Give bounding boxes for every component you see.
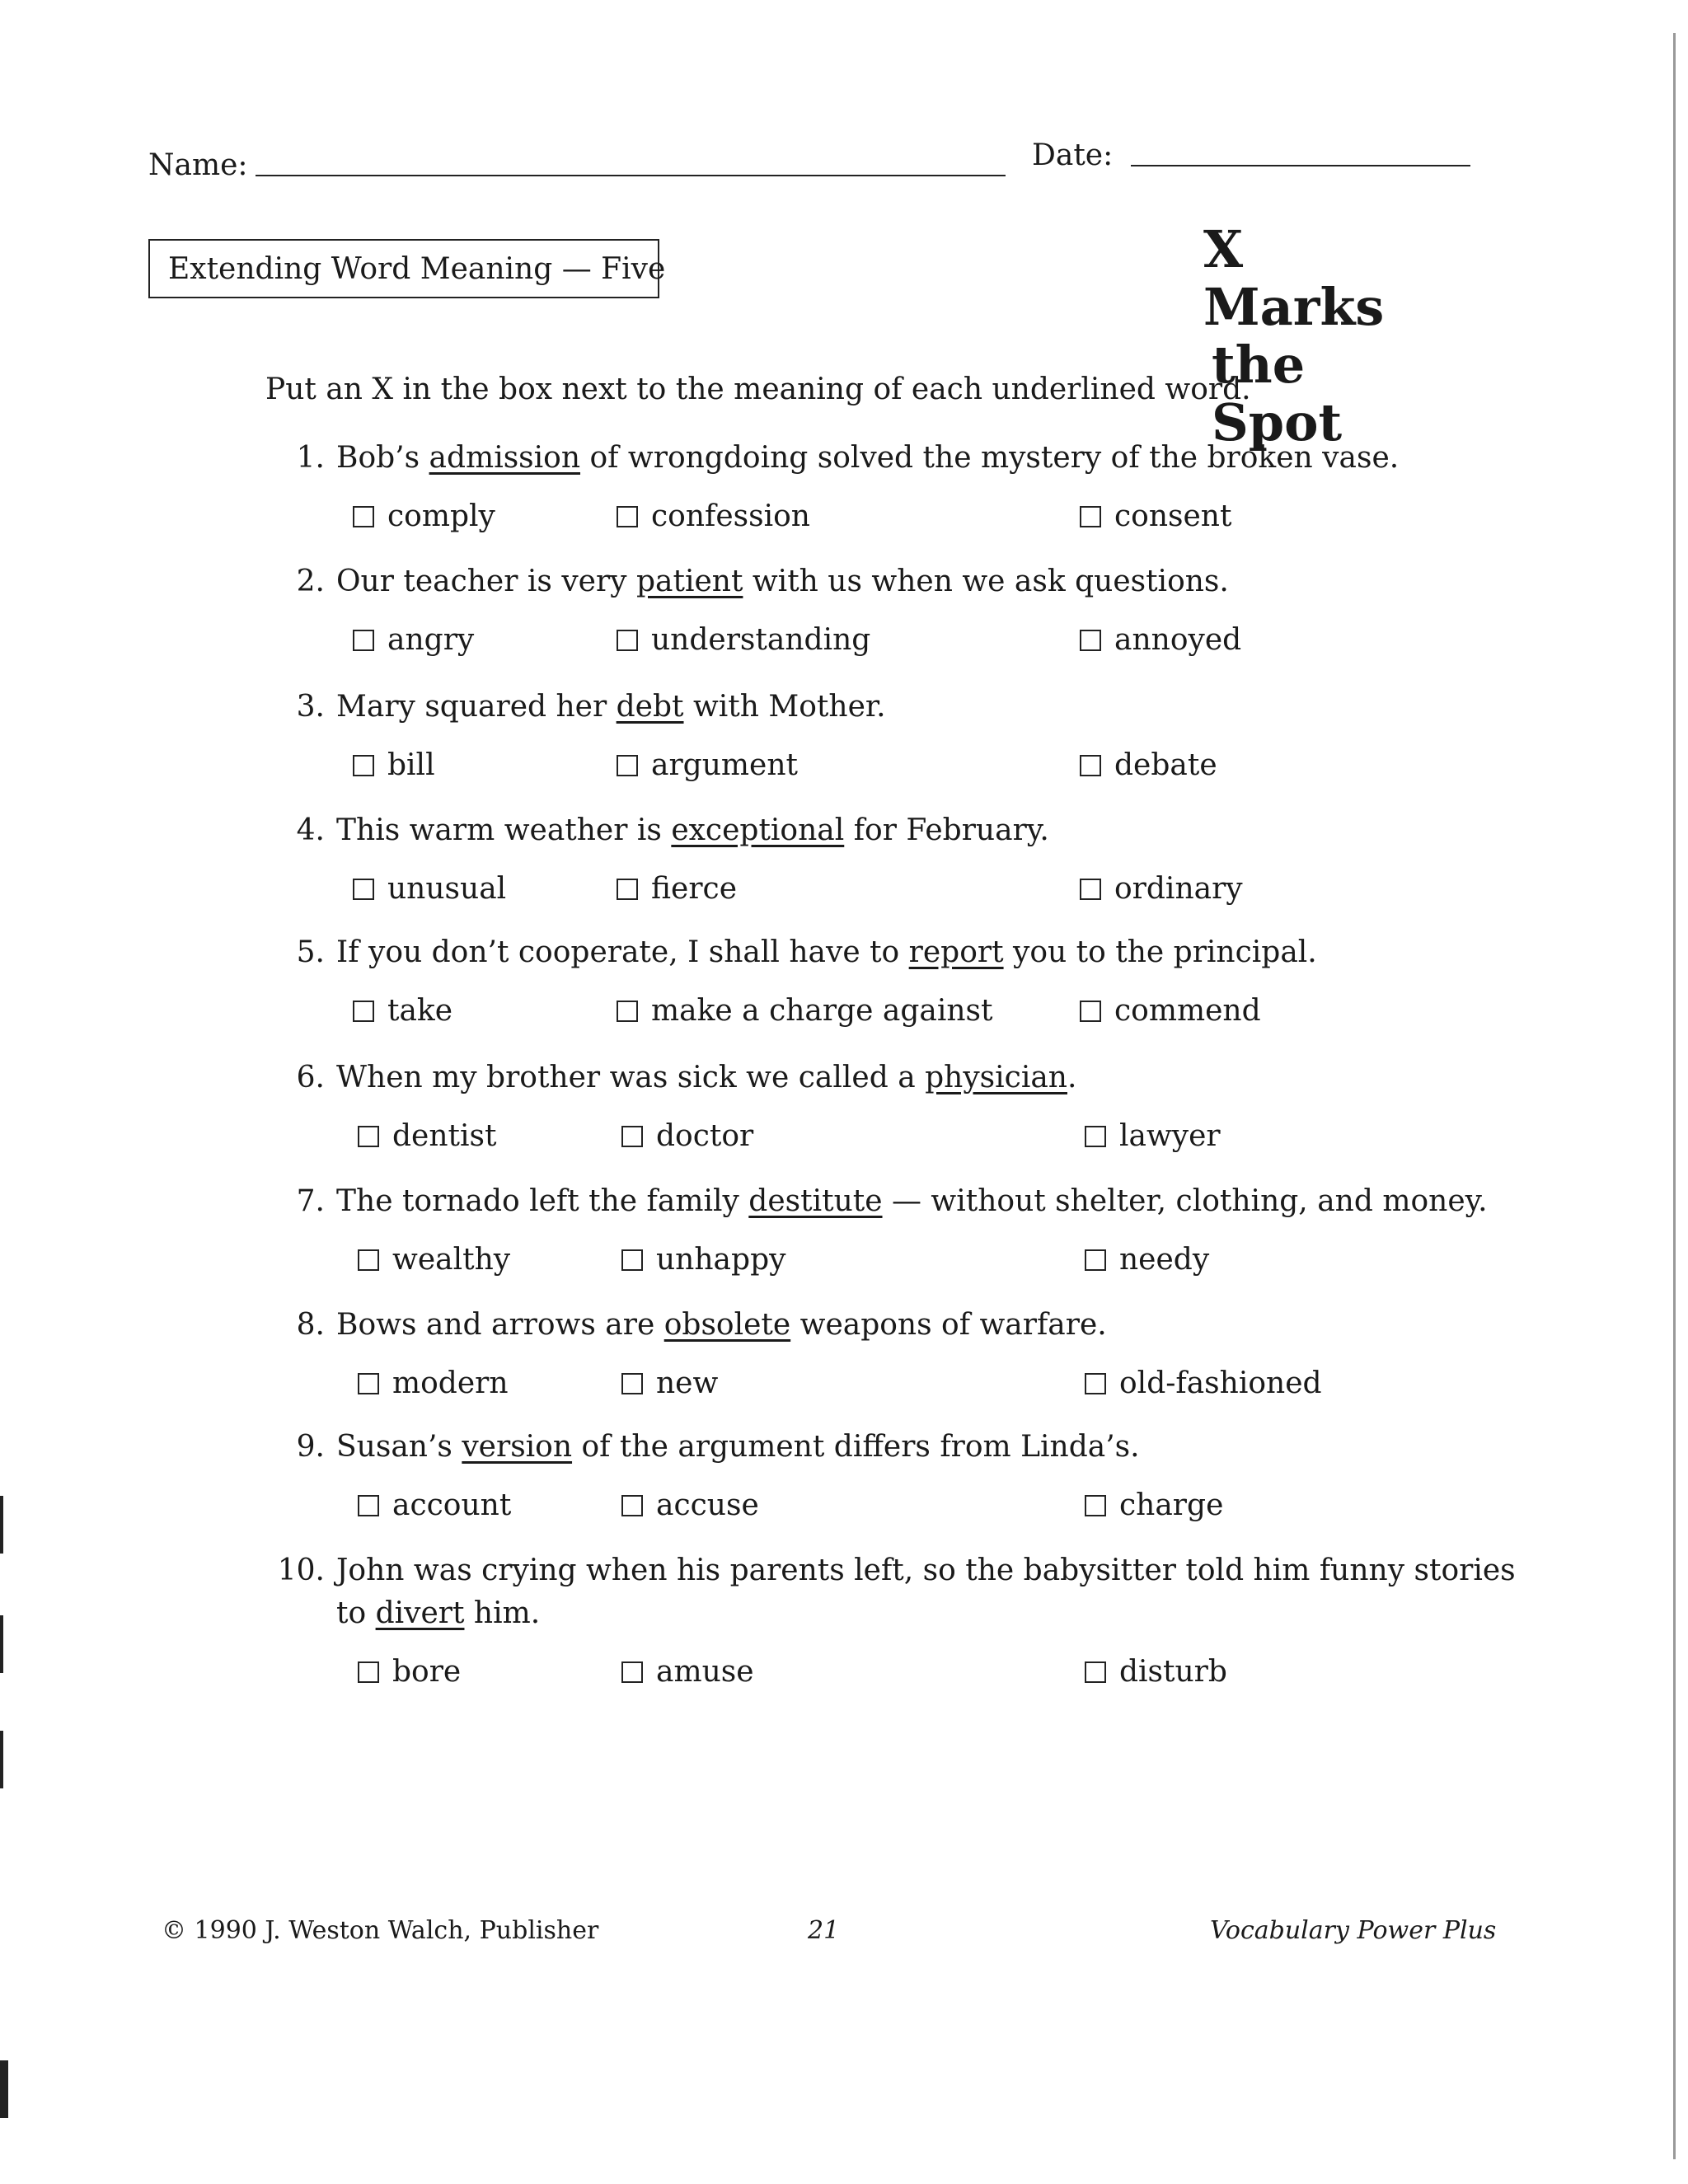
question-text — [272, 1180, 1541, 1223]
answer-option[interactable] — [1080, 623, 1241, 657]
checkbox[interactable] — [353, 879, 374, 900]
answer-option[interactable] — [353, 748, 435, 782]
question-number: 8. — [296, 1308, 325, 1342]
sentence-after: for February. — [844, 813, 1049, 847]
answer-option[interactable] — [621, 1655, 754, 1689]
sentence-after: of wrongdoing solved the mystery of the broken vase. — [580, 441, 1400, 475]
title-line-2: the Spot — [1212, 335, 1343, 452]
answer-option[interactable] — [1085, 1488, 1223, 1522]
answer-option-label: charge — [1119, 1488, 1224, 1522]
scan-edge-mark — [1673, 33, 1676, 2159]
answer-option-label: needy — [1119, 1243, 1210, 1277]
checkbox[interactable] — [353, 630, 374, 651]
checkbox[interactable] — [617, 630, 638, 651]
answer-option-label: angry — [387, 623, 475, 657]
answer-option[interactable] — [353, 499, 495, 533]
checkbox[interactable] — [1085, 1661, 1106, 1683]
question-sentence — [336, 813, 1049, 847]
answer-option-label: understanding — [651, 623, 871, 657]
checkbox[interactable] — [358, 1249, 379, 1271]
answer-option-label: comply — [387, 499, 495, 533]
checkbox[interactable] — [1080, 879, 1101, 900]
name-label: Name: — [148, 148, 248, 182]
checkbox[interactable] — [358, 1373, 379, 1394]
sentence-after: him. — [464, 1596, 541, 1630]
checkbox[interactable] — [617, 506, 638, 527]
question-number: 9. — [296, 1430, 325, 1464]
date-label: Date: — [1032, 138, 1114, 172]
answer-option-label: amuse — [656, 1655, 754, 1689]
answer-option-label: commend — [1114, 994, 1261, 1028]
checkbox[interactable] — [1080, 630, 1101, 651]
sentence-before: This warm weather is — [336, 813, 672, 847]
answer-option[interactable] — [617, 623, 870, 657]
checkbox[interactable] — [1085, 1249, 1106, 1271]
checkbox[interactable] — [353, 506, 374, 527]
section-tag — [148, 239, 666, 298]
answer-option[interactable] — [621, 1243, 785, 1277]
checkbox[interactable] — [353, 1001, 374, 1022]
answer-option[interactable] — [621, 1119, 753, 1153]
page-title — [1203, 221, 1423, 452]
answer-option[interactable] — [1080, 748, 1217, 782]
answer-option-label: wealthy — [392, 1243, 511, 1277]
checkbox[interactable] — [1080, 755, 1101, 776]
underlined-word: admission — [429, 441, 581, 475]
answer-option[interactable] — [353, 872, 506, 906]
checkbox[interactable] — [621, 1126, 643, 1147]
question-number: 5. — [296, 935, 325, 969]
question-text — [272, 1549, 1541, 1635]
answer-option-label: make a charge against — [651, 994, 993, 1028]
answer-option[interactable] — [617, 748, 798, 782]
question-sentence — [336, 1184, 1488, 1218]
question-text — [272, 686, 1541, 729]
underlined-word: destitute — [748, 1184, 883, 1218]
sentence-before: When my brother was sick we called a — [336, 1061, 926, 1094]
answer-option-label: ordinary — [1114, 872, 1243, 906]
checkbox[interactable] — [358, 1126, 379, 1147]
answer-option-label: fierce — [651, 872, 737, 906]
date-field[interactable] — [1131, 165, 1470, 166]
question-sentence — [336, 565, 1229, 598]
answer-option[interactable] — [1085, 1119, 1221, 1153]
checkbox[interactable] — [358, 1495, 379, 1516]
answer-option[interactable] — [1080, 499, 1231, 533]
answer-option-label: argument — [651, 748, 798, 782]
answer-option[interactable] — [358, 1366, 509, 1400]
question-sentence — [336, 1308, 1107, 1342]
question-text — [272, 1426, 1541, 1469]
sentence-before: Susan’s — [336, 1430, 462, 1464]
sentence-before: John was crying when his parents left, so the babysitter told him funny stories to — [336, 1554, 1516, 1630]
sentence-after: of the argument differs from Linda’s. — [572, 1430, 1140, 1464]
answer-option-label: old-fashioned — [1119, 1366, 1322, 1400]
copyright-text: © 1990 J. Weston Walch, Publisher — [162, 1916, 599, 1945]
checkbox[interactable] — [1085, 1126, 1106, 1147]
question-sentence — [336, 1549, 1523, 1635]
title-line-1: X Marks — [1203, 219, 1385, 337]
answer-option[interactable] — [621, 1488, 759, 1522]
underlined-word: version — [462, 1430, 573, 1464]
answer-option-label: dentist — [392, 1119, 497, 1153]
checkbox[interactable] — [358, 1661, 379, 1683]
question-text — [272, 931, 1541, 974]
question-number: 7. — [296, 1184, 325, 1218]
checkbox[interactable] — [621, 1373, 643, 1394]
checkbox[interactable] — [1085, 1495, 1106, 1516]
sentence-after: . — [1067, 1061, 1077, 1094]
checkbox[interactable] — [621, 1249, 643, 1271]
answer-option[interactable] — [1080, 994, 1261, 1028]
question-text — [272, 560, 1541, 603]
scan-edge-mark — [0, 1731, 3, 1788]
answer-option-label: annoyed — [1114, 623, 1242, 657]
scan-edge-mark — [0, 2060, 8, 2118]
question-number: 10. — [277, 1554, 325, 1587]
answer-option[interactable] — [1085, 1655, 1227, 1689]
sentence-before: Bob’s — [336, 441, 429, 475]
answer-option-label: debate — [1114, 748, 1217, 782]
answer-option-label: disturb — [1119, 1655, 1227, 1689]
question-text — [272, 437, 1541, 480]
underlined-word: divert — [375, 1596, 465, 1630]
answer-option-label: bore — [392, 1655, 462, 1689]
answer-option[interactable] — [617, 994, 993, 1028]
answer-option[interactable] — [353, 994, 452, 1028]
checkbox[interactable] — [353, 755, 374, 776]
answer-option-label: new — [656, 1366, 719, 1400]
answer-option-label: take — [387, 994, 453, 1028]
checkbox[interactable] — [1085, 1373, 1106, 1394]
underlined-word: debt — [616, 690, 684, 724]
sentence-after: you to the principal. — [1003, 935, 1317, 969]
underlined-word: exceptional — [671, 813, 845, 847]
answer-option-label: unhappy — [656, 1243, 786, 1277]
question-sentence — [336, 1430, 1140, 1464]
checkbox[interactable] — [617, 879, 638, 900]
answer-option-label: consent — [1114, 499, 1232, 533]
sentence-before: Bows and arrows are — [336, 1308, 664, 1342]
answer-option[interactable] — [1080, 872, 1243, 906]
answer-option-label: unusual — [387, 872, 507, 906]
section-tag-text: Extending Word Meaning — Five — [168, 251, 666, 286]
checkbox[interactable] — [621, 1661, 643, 1683]
sentence-before: If you don’t cooperate, I shall have to — [336, 935, 909, 969]
answer-option-label: modern — [392, 1366, 509, 1400]
question-number: 6. — [296, 1061, 325, 1094]
question-text — [272, 1304, 1541, 1347]
question-sentence — [336, 1061, 1076, 1094]
sentence-before: Our teacher is very — [336, 565, 636, 598]
underlined-word: obsolete — [663, 1308, 791, 1342]
answer-option[interactable] — [617, 872, 737, 906]
question-number: 3. — [296, 690, 325, 724]
sentence-before: The tornado left the family — [336, 1184, 749, 1218]
checkbox[interactable] — [1080, 506, 1101, 527]
checkbox[interactable] — [1080, 1001, 1101, 1022]
sentence-after: with Mother. — [683, 690, 886, 724]
answer-option[interactable] — [358, 1655, 461, 1689]
sentence-after: with us when we ask questions. — [743, 565, 1229, 598]
checkbox[interactable] — [621, 1495, 643, 1516]
sentence-after: — without shelter, clothing, and money. — [882, 1184, 1488, 1218]
answer-option[interactable] — [1085, 1243, 1209, 1277]
answer-option[interactable] — [621, 1366, 718, 1400]
scan-edge-mark — [0, 1615, 3, 1673]
question-text — [272, 1057, 1541, 1099]
answer-option[interactable] — [358, 1119, 496, 1153]
underlined-word: patient — [635, 565, 743, 598]
underlined-word: report — [908, 935, 1004, 969]
page-number: 21 — [808, 1916, 840, 1945]
question-text — [272, 809, 1541, 852]
question-sentence — [336, 690, 886, 724]
answer-option-label: doctor — [656, 1119, 754, 1153]
answer-option-label: accuse — [656, 1488, 759, 1522]
name-field[interactable] — [256, 175, 1006, 176]
answer-option-label: account — [392, 1488, 512, 1522]
answer-option[interactable] — [353, 623, 474, 657]
checkbox[interactable] — [617, 1001, 638, 1022]
answer-option-label: confession — [651, 499, 810, 533]
question-number: 1. — [296, 441, 325, 475]
answer-option-label: lawyer — [1119, 1119, 1221, 1153]
question-number: 4. — [296, 813, 325, 847]
answer-option[interactable] — [1085, 1366, 1322, 1400]
underlined-word: physician — [925, 1061, 1067, 1094]
sentence-after: weapons of warfare. — [790, 1308, 1107, 1342]
answer-option-label: bill — [387, 748, 435, 782]
answer-option[interactable] — [358, 1243, 510, 1277]
question-sentence — [336, 441, 1399, 475]
sentence-before: Mary squared her — [336, 690, 617, 724]
checkbox[interactable] — [617, 755, 638, 776]
question-sentence — [336, 935, 1317, 969]
scan-edge-mark — [0, 1496, 3, 1554]
book-title: Vocabulary Power Plus — [1210, 1916, 1497, 1945]
answer-option[interactable] — [358, 1488, 511, 1522]
answer-option[interactable] — [617, 499, 810, 533]
question-number: 2. — [296, 565, 325, 598]
instructions: Put an X in the box next to the meaning of each underlined word. — [265, 373, 1251, 406]
